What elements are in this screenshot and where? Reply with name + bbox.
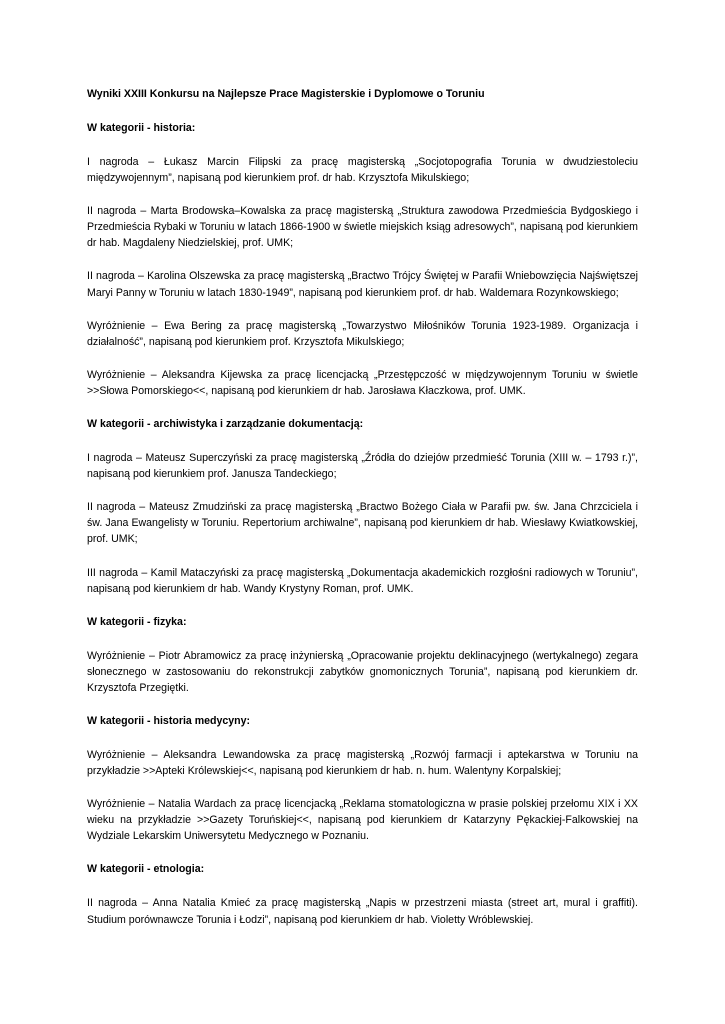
award-entry: I nagroda – Łukasz Marcin Filipski za pracę magisterską „Socjotopografia Torunia w dwudziestoleciu międzywojennym”, napisaną pod kierunkiem prof. dr hab. Krzysztofa Mikulskiego; bbox=[87, 156, 638, 185]
award-entry: Wyróżnienie – Piotr Abramowicz za pracę inżynierską „Opracowanie projektu deklinacyjnego (wertykalnego) zegara słonecznego w zastosowaniu do rekonstrukcji zabytków gnomonicznych Torunia”, napisaną pod kierunkiem dr. Krzysztofa Przegiętki. bbox=[87, 649, 638, 694]
document-title: Wyniki XXIII Konkursu na Najlepsze Prace Magisterskie i Dyplomowe o Toruniu bbox=[87, 88, 485, 100]
category-heading-historia-medycyny: W kategorii - historia medycyny: bbox=[87, 714, 251, 727]
award-entry: II nagroda – Mateusz Zmudziński za pracę magisterską „Bractwo Bożego Ciała w Parafii pw. św. Jana Chrzciciela i św. Jana Ewangelisty w Toruniu. Repertorium archiwalne”, napisaną pod kierunkiem dr hab. Wiesławy Kwiatkowskiej, prof. UMK; bbox=[87, 501, 638, 546]
category-heading-historia: W kategorii - historia: bbox=[87, 122, 196, 134]
award-entry: II nagroda – Karolina Olszewska za pracę magisterską „Bractwo Trójcy Świętej w Parafii Wniebowzięcia Najświętszej Maryi Panny w Toruniu w latach 1830-1949”, napisaną pod kierunkiem prof. dr hab. Waldemara Rozynkowskiego; bbox=[87, 270, 638, 299]
award-entry: Wyróżnienie – Ewa Bering za pracę magisterską „Towarzystwo Miłośników Torunia 1923-1989. Organizacja i działalność”, napisaną pod kierunkiem prof. Krzysztofa Mikulskiego; bbox=[87, 319, 638, 348]
award-entry: Wyróżnienie – Aleksandra Lewandowska za pracę magisterską „Rozwój farmacji i aptekarstwa w Toruniu na przykładzie >>Apteki Królewskiej<<, napisaną pod kierunkiem dr hab. n. hum. Walentyny Korpalskiej; bbox=[87, 748, 638, 778]
award-entry: Wyróżnienie – Natalia Wardach za pracę licencjacką „Reklama stomatologiczna w prasie polskiej przełomu XIX i XX wieku na przykładzie >>Gazety Toruńskiej<<, napisaną pod kierunkiem dr Katarzyny Pękackiej-Falkowskiej na Wydziale Lekarskim Uniwersytetu Medycznego w Poznaniu. bbox=[87, 798, 638, 843]
award-entry: III nagroda – Kamil Mataczyński za pracę magisterską „Dokumentacja akademickich rozgłośni radiowych w Toruniu”, napisaną pod kierunkiem dr hab. Wandy Krystyny Roman, prof. UMK. bbox=[87, 566, 638, 595]
category-heading-archiwistyka: W kategorii - archiwistyka i zarządzanie dokumentacją: bbox=[87, 418, 364, 431]
document-body bbox=[87, 86, 638, 945]
category-heading-etnologia: W kategorii - etnologia: bbox=[87, 863, 205, 876]
award-entry: Wyróżnienie – Aleksandra Kijewska za pracę licencjacką „Przestępczość w międzywojennym Toruniu w świetle >>Słowa Pomorskiego<<, napisaną pod kierunkiem dr hab. Jarosława Kłaczkowa, prof. UMK. bbox=[87, 368, 638, 397]
award-entry: I nagroda – Mateusz Superczyński za pracę magisterską „Źródła do dziejów przedmieść Torunia (XIII w. – 1793 r.)”, napisaną pod kierunkiem prof. Janusza Tandeckiego; bbox=[87, 452, 638, 481]
award-entry: II nagroda – Marta Brodowska–Kowalska za pracę magisterską „Struktura zawodowa Przedmieścia Bydgoskiego i Przedmieścia Rybaki w Toruniu w latach 1866-1900 w świetle miejskich ksiąg adresowych”, napisaną pod kierunkiem dr hab. Magdaleny Niedzielskiej, prof. UMK; bbox=[87, 205, 638, 250]
category-heading-fizyka: W kategorii - fizyka: bbox=[87, 615, 187, 628]
award-entry: II nagroda – Anna Natalia Kmieć za pracę magisterską „Napis w przestrzeni miasta (street art, mural i graffiti). Studium porównawcze Torunia i Łodzi”, napisaną pod kierunkiem dr hab. Violetty Wróblewskiej. bbox=[87, 897, 638, 926]
